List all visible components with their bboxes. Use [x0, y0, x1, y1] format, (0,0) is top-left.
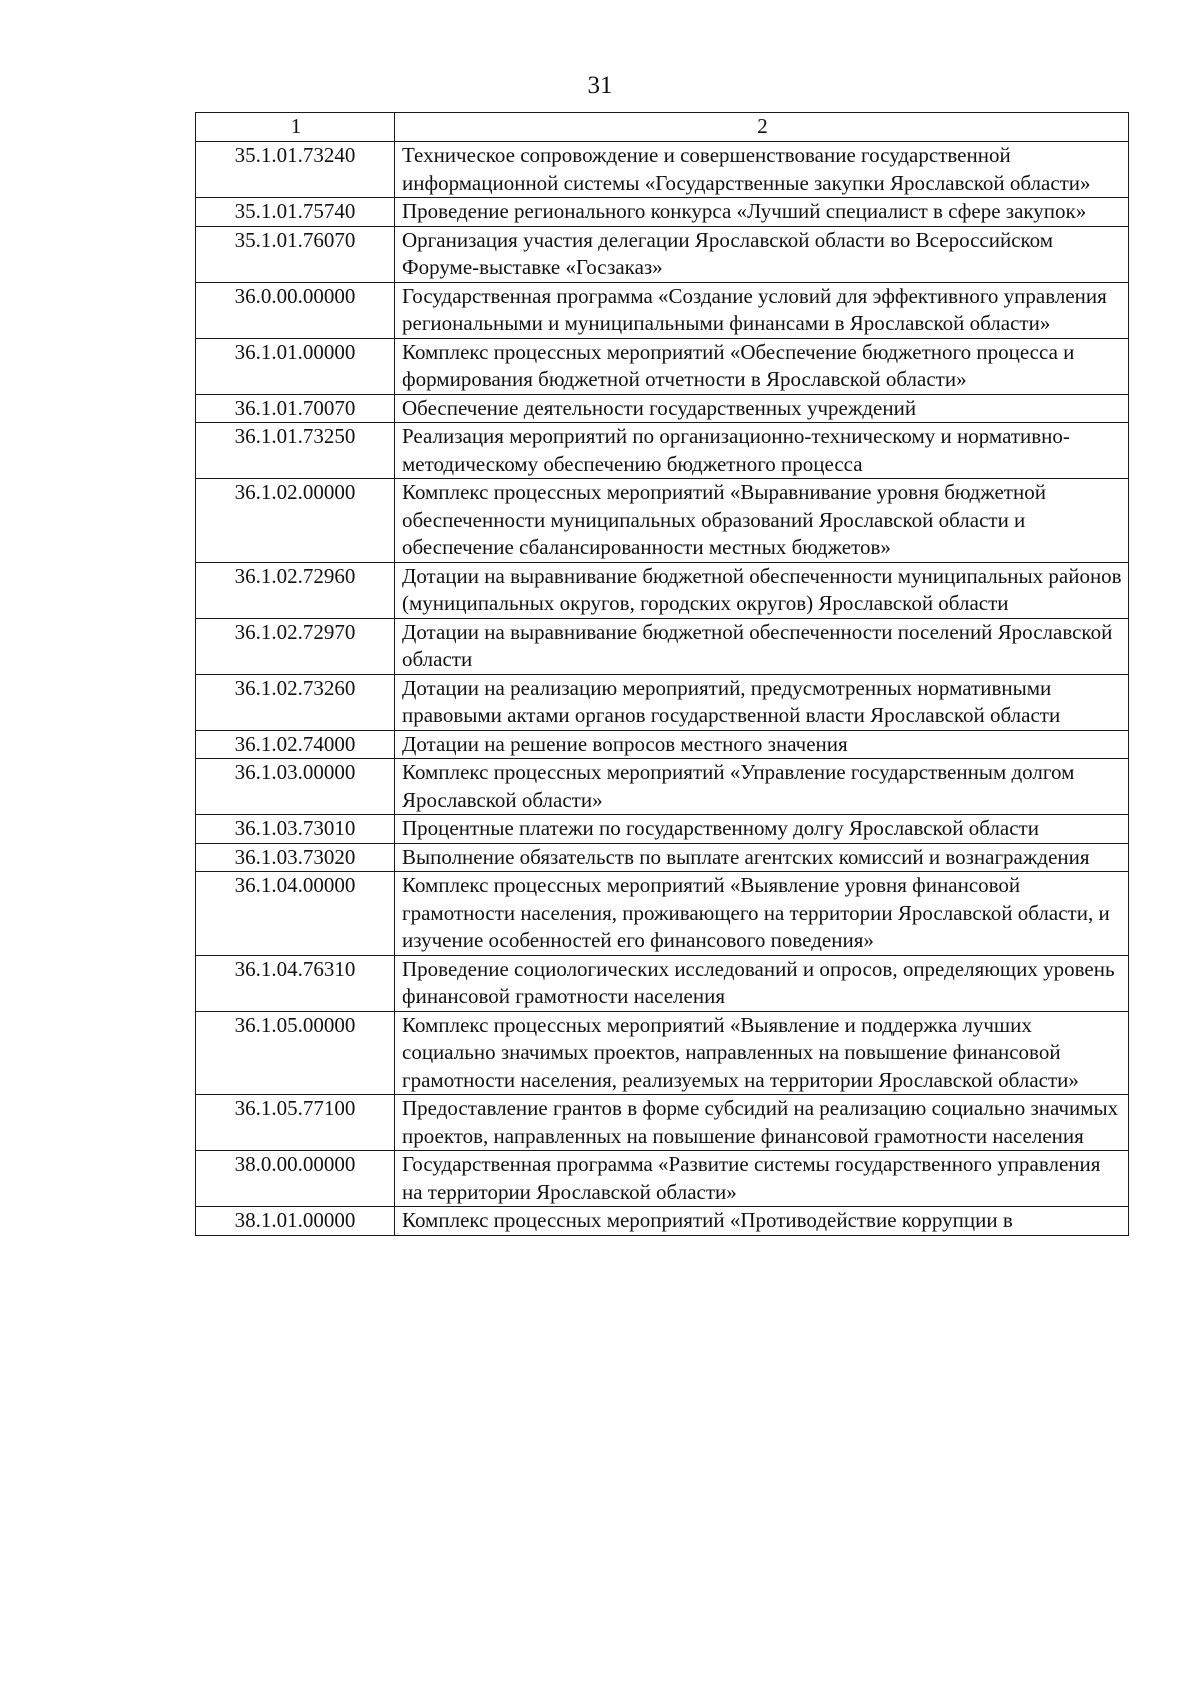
row-code: 36.1.04.00000 [196, 872, 395, 956]
table-row [196, 1011, 1129, 1095]
table-row [196, 562, 1129, 618]
row-description: Дотации на выравнивание бюджетной обеспеченности муниципальных районов (муниципальных округов, городских округов) Ярославской области [395, 562, 1129, 618]
table-row [196, 872, 1129, 956]
row-description: Государственная программа «Создание условий для эффективного управления региональными и муниципальными финансами в Ярославской области» [395, 282, 1129, 338]
row-code: 36.1.03.00000 [196, 759, 395, 815]
row-description: Комплекс процессных мероприятий «Управление государственным долгом Ярославской области» [395, 759, 1129, 815]
row-code: 36.1.02.73260 [196, 674, 395, 730]
row-description: Организация участия делегации Ярославской области во Всероссийском Форуме-выставке «Госзаказ» [395, 226, 1129, 282]
table-row [196, 730, 1129, 759]
table-body [196, 142, 1129, 1236]
row-description: Дотации на реализацию мероприятий, предусмотренных нормативными правовыми актами органов государственной власти Ярославской области [395, 674, 1129, 730]
row-code: 36.1.01.70070 [196, 394, 395, 423]
table-row [196, 955, 1129, 1011]
table-row [196, 423, 1129, 479]
table-row [196, 226, 1129, 282]
row-code: 36.1.02.72970 [196, 618, 395, 674]
row-code: 36.1.04.76310 [196, 955, 395, 1011]
row-code: 36.0.00.00000 [196, 282, 395, 338]
table-row [196, 198, 1129, 227]
row-description: Проведение социологических исследований и опросов, определяющих уровень финансовой грамотности населения [395, 955, 1129, 1011]
row-description: Комплекс процессных мероприятий «Противодействие коррупции в [395, 1207, 1129, 1236]
table-row [196, 674, 1129, 730]
row-code: 35.1.01.75740 [196, 198, 395, 227]
row-code: 36.1.01.00000 [196, 338, 395, 394]
row-description: Комплекс процессных мероприятий «Выявление и поддержка лучших социально значимых проектов, направленных на повышение финансовой грамотности населения, реализуемых на территории Ярославской области» [395, 1011, 1129, 1095]
table-row [196, 1207, 1129, 1236]
row-code: 36.1.05.00000 [196, 1011, 395, 1095]
row-code: 36.1.02.72960 [196, 562, 395, 618]
row-code: 36.1.05.77100 [196, 1095, 395, 1151]
table-row [196, 394, 1129, 423]
row-description: Государственная программа «Развитие системы государственного управления на территории Ярославской области» [395, 1151, 1129, 1207]
table-header-row [196, 113, 1129, 142]
page-number: 31 [587, 72, 613, 99]
row-description: Выполнение обязательств по выплате агентских комиссий и вознаграждения [395, 843, 1129, 872]
row-code: 36.1.01.73250 [196, 423, 395, 479]
row-description: Процентные платежи по государственному долгу Ярославской области [395, 815, 1129, 844]
table-row [196, 759, 1129, 815]
row-code: 35.1.01.73240 [196, 142, 395, 198]
table-row [196, 618, 1129, 674]
row-description: Дотации на выравнивание бюджетной обеспеченности поселений Ярославской области [395, 618, 1129, 674]
table-row [196, 142, 1129, 198]
row-description: Реализация мероприятий по организационно-техническому и нормативно-методическому обеспечению бюджетного процесса [395, 423, 1129, 479]
table-row [196, 1095, 1129, 1151]
row-description: Дотации на решение вопросов местного значения [395, 730, 1129, 759]
table-row [196, 843, 1129, 872]
row-description: Комплекс процессных мероприятий «Выявление уровня финансовой грамотности населения, проживающего на территории Ярославской области, и изучение особенностей его финансового поведения» [395, 872, 1129, 956]
row-description: Обеспечение деятельности государственных учреждений [395, 394, 1129, 423]
table-row [196, 338, 1129, 394]
row-code: 36.1.03.73010 [196, 815, 395, 844]
row-code: 36.1.02.00000 [196, 479, 395, 563]
table-row [196, 1151, 1129, 1207]
row-code: 38.1.01.00000 [196, 1207, 395, 1236]
row-description: Проведение регионального конкурса «Лучший специалист в сфере закупок» [395, 198, 1129, 227]
row-code: 36.1.03.73020 [196, 843, 395, 872]
column-header-1: 1 [196, 113, 395, 142]
table-row [196, 479, 1129, 563]
row-code: 38.0.00.00000 [196, 1151, 395, 1207]
table-row [196, 815, 1129, 844]
budget-code-table [195, 112, 1129, 1236]
row-code: 35.1.01.76070 [196, 226, 395, 282]
row-description: Техническое сопровождение и совершенствование государственной информационной системы «Государственные закупки Ярославской области» [395, 142, 1129, 198]
row-description: Комплекс процессных мероприятий «Выравнивание уровня бюджетной обеспеченности муниципальных образований Ярославской области и обеспечение сбалансированности местных бюджетов» [395, 479, 1129, 563]
row-description: Предоставление грантов в форме субсидий на реализацию социально значимых проектов, направленных на повышение финансовой грамотности населения [395, 1095, 1129, 1151]
row-code: 36.1.02.74000 [196, 730, 395, 759]
table-row [196, 282, 1129, 338]
row-description: Комплекс процессных мероприятий «Обеспечение бюджетного процесса и формирования бюджетной отчетности в Ярославской области» [395, 338, 1129, 394]
column-header-2: 2 [395, 113, 1129, 142]
